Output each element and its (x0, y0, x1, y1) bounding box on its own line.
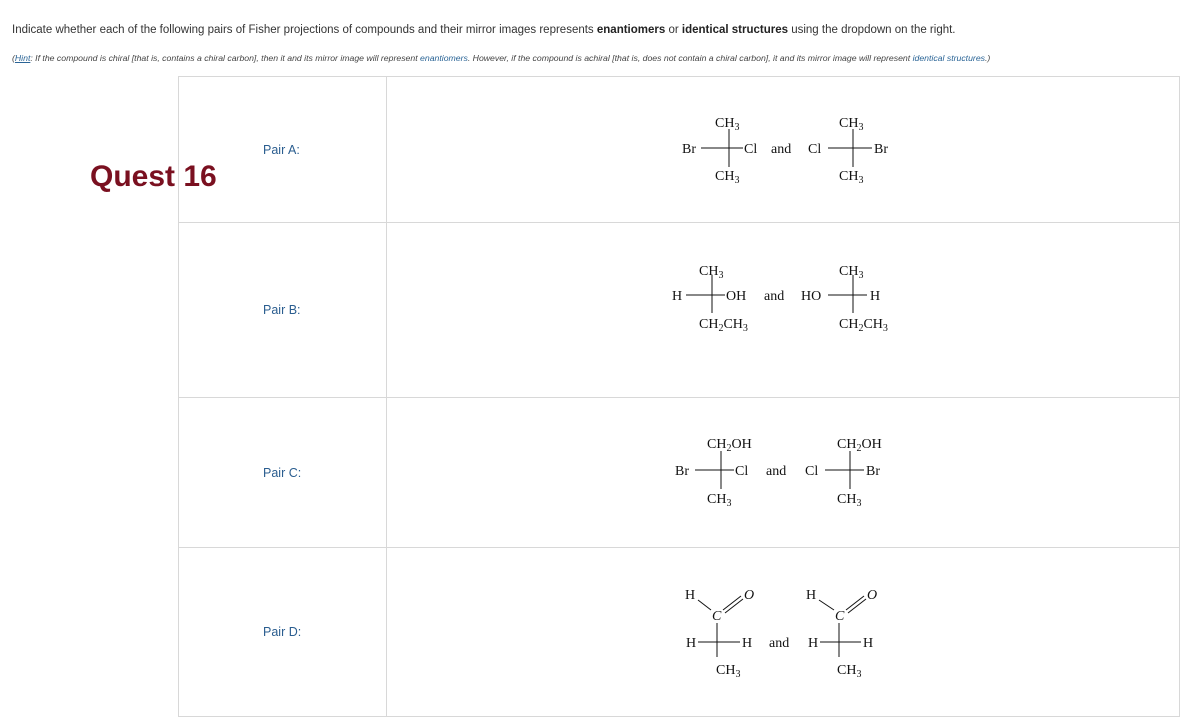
pair-a-label: Pair A: (263, 142, 300, 157)
pair-d-right-fischer (806, 588, 877, 680)
hint-paren: .) (985, 53, 991, 63)
pair-d-label: Pair D: (263, 625, 302, 639)
and-text: and (769, 636, 790, 651)
aldehyde-h-bond (698, 600, 711, 610)
bottom-group: $CH_3$ (837, 492, 862, 509)
top-group: $CH_3$ (839, 264, 864, 281)
bottom-group: $CH_2CH_3$ (839, 317, 888, 334)
right-substituent: Br (866, 464, 880, 479)
table-row (179, 398, 1180, 548)
right-substituent: H (870, 289, 881, 304)
aldehyde-h: H (685, 588, 696, 603)
aldehyde-h-bond (819, 600, 834, 610)
bottom-group: $CH_3$ (707, 492, 732, 509)
pair-b-label: Pair B: (263, 303, 301, 317)
instructions-text: Indicate whether each of the following pairs of Fisher projections of compounds and their mirror images represents (12, 24, 597, 36)
term-enantiomers: enantiomers (596, 24, 666, 36)
pair-a-structures (387, 77, 1180, 223)
pair-c-label: Pair C: (263, 465, 302, 480)
left-substituent: HO (801, 289, 822, 304)
table-row (179, 548, 1180, 717)
top-group: $CH_3$ (699, 264, 724, 281)
right-substituent: Br (874, 142, 888, 157)
pair-c-svg (387, 398, 1179, 547)
aldehyde-h: H (806, 588, 817, 603)
aldehyde-c: C (712, 609, 722, 624)
hint (12, 53, 990, 63)
bottom-group: $CH_3$ (839, 169, 864, 186)
and-text: and (764, 289, 785, 304)
top-group: $CH_3$ (839, 116, 864, 133)
right-substituent: Cl (744, 142, 758, 157)
pairs-table (178, 76, 1180, 717)
pair-a-right-fischer (808, 116, 888, 186)
left-substituent: H (808, 636, 819, 651)
pair-a-svg (387, 77, 1179, 222)
bottom-group: $CH_3$ (837, 663, 862, 680)
pair-b-left-fischer (672, 264, 748, 334)
hint-label: Hint (14, 53, 31, 63)
bottom-group: $CH_3$ (715, 169, 740, 186)
pair-label-cell (179, 77, 387, 223)
right-substituent: H (742, 636, 753, 651)
pair-d-left-fischer (685, 588, 754, 680)
left-substituent: Br (675, 464, 689, 479)
bottom-group: $CH_3$ (716, 663, 741, 680)
left-substituent: Cl (808, 142, 822, 157)
instructions (12, 24, 956, 36)
pair-b-right-fischer (801, 264, 888, 334)
top-group: $CH_2OH$ (837, 437, 882, 454)
term-identical-structures: identical structures (681, 24, 788, 36)
left-substituent: H (672, 289, 683, 304)
hint-link-enantiomers[interactable]: enantiomers (420, 53, 468, 63)
left-substituent: Cl (805, 464, 819, 479)
pair-label-cell (179, 223, 387, 398)
pair-b-svg (387, 223, 1179, 397)
right-substituent: Cl (735, 464, 749, 479)
pair-c-left-fischer (675, 437, 752, 509)
top-group: $CH_2OH$ (707, 437, 752, 454)
pair-label-cell (179, 398, 387, 548)
table-row (179, 223, 1180, 398)
pair-label-cell (179, 548, 387, 717)
pair-a-left-fischer (682, 116, 757, 186)
hint-paren: ( (12, 53, 15, 63)
bottom-group: $CH_2CH_3$ (699, 317, 748, 334)
pair-d-structures (387, 548, 1180, 717)
pair-c-right-fischer (805, 437, 882, 509)
table-row (179, 77, 1180, 223)
top-group: $CH_3$ (715, 116, 740, 133)
hint-link-identical-structures[interactable]: identical structures (912, 53, 985, 63)
and-text: and (766, 464, 787, 479)
hint-text: . However, if the compound is achiral [that is, does not contain a chiral carbon], it and its mirror image will represent (467, 53, 913, 63)
pair-c-structures (387, 398, 1180, 548)
left-substituent: H (686, 636, 697, 651)
pair-d-svg (387, 548, 1179, 716)
instructions-text: using the dropdown on the right. (788, 24, 956, 36)
instructions-text: or (665, 24, 682, 36)
right-substituent: OH (726, 289, 747, 304)
aldehyde-c: C (835, 609, 845, 624)
pair-b-structures (387, 223, 1180, 398)
and-text: and (771, 142, 792, 157)
right-substituent: H (863, 636, 874, 651)
aldehyde-o: O (867, 588, 878, 603)
question-badge: Quest 16 (90, 160, 217, 193)
hint-text: : If the compound is chiral [that is, contains a chiral carbon], then it and its mirror image will represent (30, 53, 421, 63)
aldehyde-o: O (744, 588, 755, 603)
left-substituent: Br (682, 142, 696, 157)
